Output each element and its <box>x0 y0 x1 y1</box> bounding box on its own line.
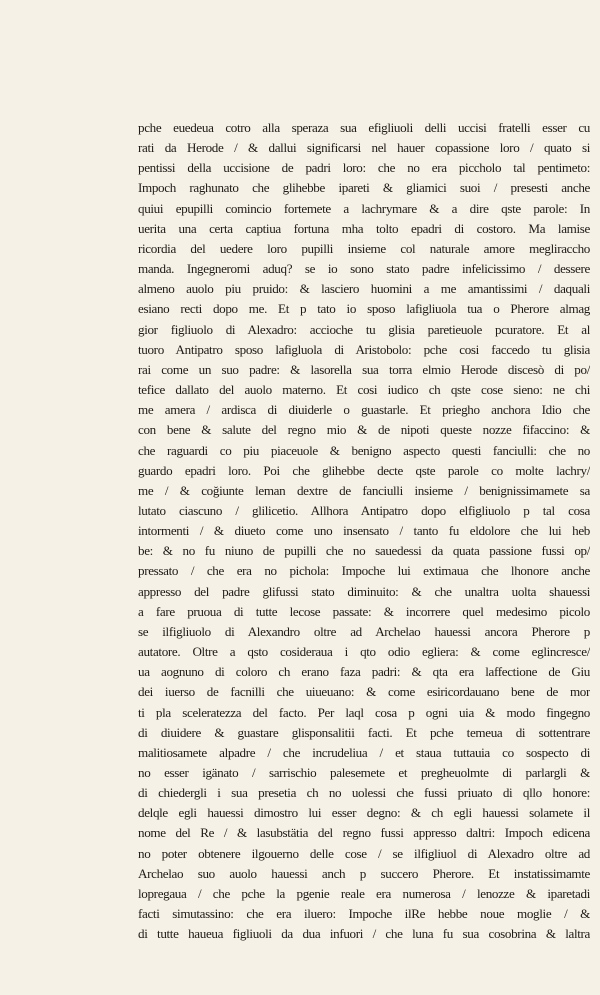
text-line: facti simutassino: che era iluero: Impoche ilRe hebbe noue moglie / & <box>138 906 590 922</box>
text-line: malitiosamete alpadre / che incrudeliua / et staua tuttauia co sospecto di <box>138 744 590 760</box>
text-line: pche euedeua cotro alla speraza sua efigliuoli delli uccisi fratelli esser cu <box>138 120 590 135</box>
text-line: Impoch raghunato che glihebbe ipareti & gliamici suoi / presesti anche <box>138 180 590 196</box>
text-line: almeno auolo piu pruido: & lasciero huomini a me amantissimi / daquali <box>138 281 590 297</box>
text-line: esiano recti dopo me. Et p tato io sposo lafigliuola tua o Pherore almag <box>138 301 590 317</box>
text-line: quiui epupilli comincio fortemete a lachrymare & a dire qste parole: In <box>138 200 590 216</box>
text-line: Archelao suo auolo hauessi anch p succero Pherore. Et instatissimamte <box>138 865 590 881</box>
text-line: gior figliuolo di Alexadro: accioche tu glisia paretieuole pcuratore. Et al <box>138 321 590 337</box>
text-line: ricordia del uedere loro pupilli insieme col naturale amore megliraccho <box>138 240 590 256</box>
text-line: be: & no fu niuno de pupilli che no sauedessi da quata passione fussi op/ <box>138 543 590 559</box>
text-line: se ilfigliuolo di Alexandro oltre ad Archelao hauessi ancora Pherore p <box>138 623 590 639</box>
text-line: tuoro Antipatro sposo lafigluola di Aristobolo: pche cosi faccedo tu glisia <box>138 341 590 357</box>
text-line: rati da Herode / & dallui significarsi nel hauer copassione loro / quato si <box>138 140 590 156</box>
text-line: guardo epadri loro. Poi che glihebbe decte qste parole co molte lachry/ <box>138 462 590 478</box>
text-line: dei iuerso de facnilli che uiueuano: & come esiricordauano bene de mor <box>138 684 590 700</box>
text-line: lutato ciascuno / glilicetio. Allhora Antipatro dopo elfigliuolo p tal cosa <box>138 502 590 518</box>
text-line: me amera / ardisca di diuiderle o guastarle. Et priegho anchora Idio che <box>138 402 590 418</box>
text-line: di chiedergli i sua presetia ch no uolessi che fussi priuato di qllo honore: <box>138 785 590 801</box>
text-line: pressato / che era no pichola: Impoche lui extimaua che lhonore anche <box>138 563 590 579</box>
text-line: nome del Re / & lasubstätia del regno fussi appresso daltri: Impoch edicena <box>138 825 590 841</box>
text-line: pentissi della uccisione de padri loro: che no era piccholo tal pentimeto: <box>138 160 590 176</box>
text-line: autatore. Oltre a qsto cosideraua i qto odio egliera: & come eglincresce/ <box>138 644 590 660</box>
text-line: rai come un suo padre: & lasorella sua torra elmio Herode discesò di po/ <box>138 361 590 377</box>
text-line: ti pla sceleratezza del facto. Per laql cosa p ogni uia & modo fingegno <box>138 704 590 720</box>
page-text-block <box>138 118 590 944</box>
text-line: manda. Ingegneromi aduq? se io sono stato padre infelicissimo / dessere <box>138 261 590 277</box>
text-line: intormenti / & diueto come uno insensato / tanto fu eldolore che lui heb <box>138 523 590 539</box>
text-line: appresso del padre glifussi stato diminuito: & che unaltra uolta shauessi <box>138 583 590 599</box>
text-line: che raguardi co piu piaceuole & benigno aspecto questi fanciulli: che no <box>138 442 590 458</box>
text-line: tefice dallato del auolo materno. Et cosi iudico ch qste cose sieno: ne chi <box>138 382 590 398</box>
text-line: delqle egli hauessi dimostro lui esser degno: & ch egli hauessi solamete il <box>138 805 590 821</box>
text-line: no poter obtenere ilgouerno delle cose / se ilfigliuol di Alexadro oltre ad <box>138 845 590 861</box>
text-line: con bene & salute del regno mio & de nipoti queste nozze fifaccino: & <box>138 422 590 438</box>
text-line: me / & coğiunte leman dextre de fanciulli insieme / benignissimamete sa <box>138 482 590 498</box>
text-line: di diuidere & guastare glisponsalitii facti. Et pche temeua di sottentrare <box>138 724 590 740</box>
text-line: di tutte haueua figliuoli da dua infuori / che luna fu sua cosobrina & laltra <box>138 926 590 942</box>
text-line: uerita una certa captiua fortuna mha tolto epadri di costoro. Ma lamise <box>138 220 590 236</box>
text-line: lopregaua / che pche la pgenie reale era numerosa / lenozze & iparetadi <box>138 885 590 901</box>
text-line: no esser igänato / sarrischio palesemete et pregheuolmte di parlargli & <box>138 765 590 780</box>
text-line: ua aognuno di coloro ch erano faza padri: & qta era laffectione de Giu <box>138 664 590 680</box>
text-line: a fare pruoua di tutte lecose passate: & incorrere quel medesimo picolo <box>138 603 590 619</box>
